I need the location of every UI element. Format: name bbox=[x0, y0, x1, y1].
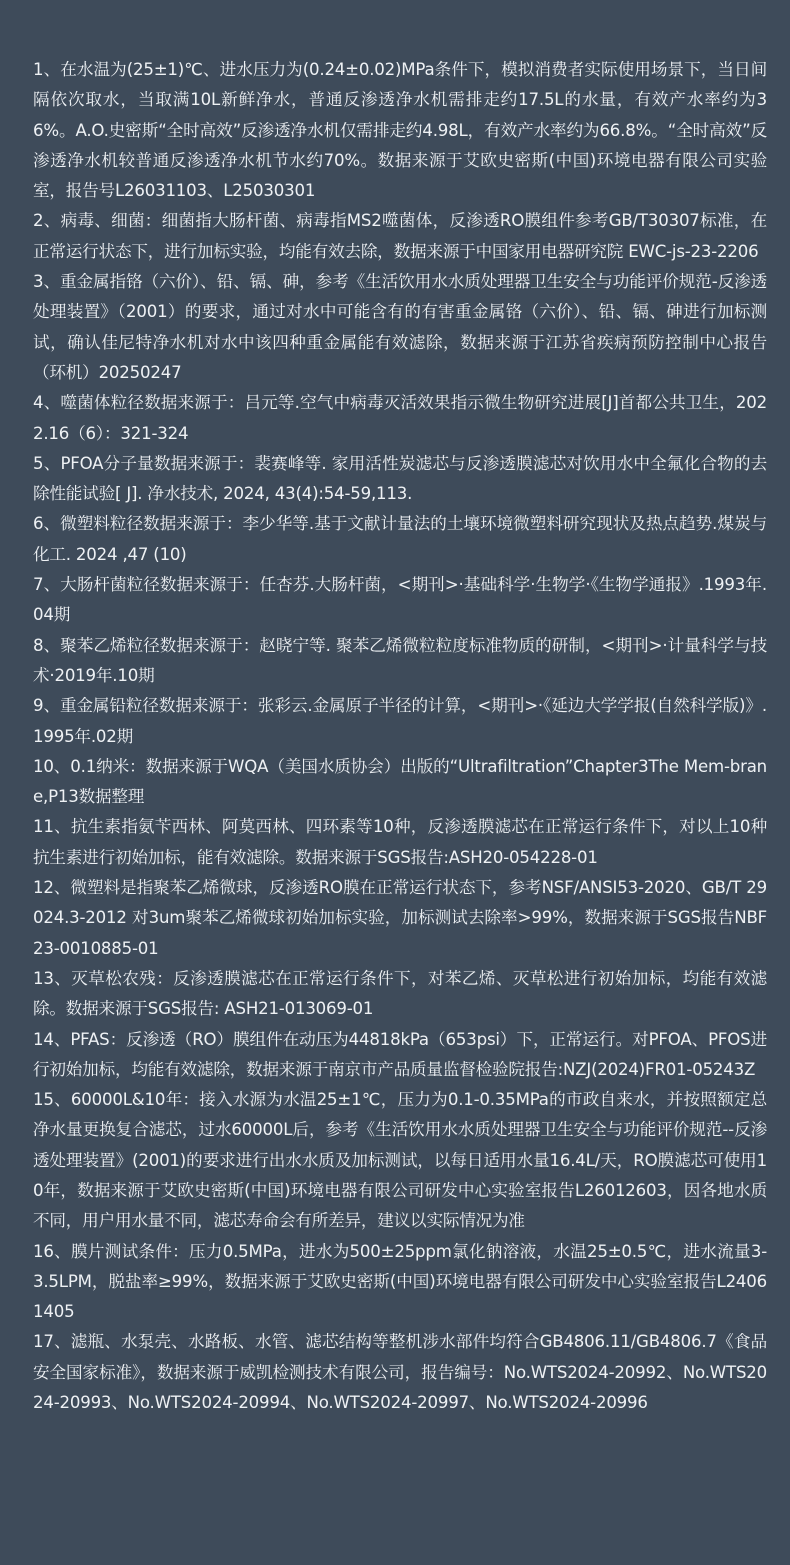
footnote-15: 15、60000L&10年：接入水源为水温25±1℃，压力为0.1-0.35MPa的市政自来水，并按照额定总净水量更换复合滤芯，过水60000L后，参考《生活饮用水水质处理器卫生安全与功能评价规范--反渗透处理装置》(2001)的要求进行出水水质及加标测试，以每日适用水量16.4L/天，RO膜滤芯可使用10年，数据来源于艾欧史密斯(中国)环境电器有限公司研发中心实验室报告L26012603，因各地水质不同，用户用水量不同，滤芯寿命会有所差异，建议以实际情况为准 bbox=[33, 1090, 767, 1231]
footnote-1: 1、在水温为(25±1)℃、进水压力为(0.24±0.02)MPa条件下，模拟消费者实际使用场景下，当日间隔依次取水，当取满10L新鲜净水，普通反渗透净水机需排走约17.5L的水量，有效产水率约为36%。A.O.史密斯“全时高效”反渗透净水机仅需排走约4.98L，有效产水率约为66.8%。“全时高效”反渗透净水机较普通反渗透净水机节水约70%。数据来源于艾欧史密斯(中国)环境电器有限公司实验室，报告号L26031103、L25030301 bbox=[33, 60, 767, 201]
footnote-13: 13、灭草松农残：反渗透膜滤芯在正常运行条件下，对苯乙烯、灭草松进行初始加标，均能有效滤除。数据来源于SGS报告: ASH21-013069-01 bbox=[33, 968, 767, 1019]
footnote-14: 14、PFAS：反渗透（RO）膜组件在动压为44818kPa（653psi）下，正常运行。对PFOA、PFOS进行初始加标，均能有效滤除，数据来源于南京市产品质量监督检验院报告:NZJ(2024)FR01-05243Z bbox=[33, 1029, 767, 1079]
footnote-17: 17、滤瓶、水泵壳、水路板、水管、滤芯结构等整机涉水部件均符合GB4806.11/GB4806.7《食品安全国家标准》，数据来源于威凯检测技术有限公司，报告编号：No.WTS2024-20992、No.WTS2024-20993、No.WTS2024-20994、No.WTS2024-20997、No.WTS2024-20996 bbox=[33, 1332, 767, 1413]
footnote-10: 10、0.1纳米：数据来源于WQA（美国水质协会）出版的“Ultrafiltration”Chapter3The Mem-brane,P13数据整理 bbox=[33, 756, 767, 807]
footnote-8: 8、聚苯乙烯粒径数据来源于：赵晓宁等. 聚苯乙烯微粒粒度标准物质的研制，<期刊>·计量科学与技术·2019年.10期 bbox=[33, 635, 767, 685]
footnotes-list bbox=[33, 55, 767, 1418]
footnote-5: 5、PFOA分子量数据来源于：裴赛峰等. 家用活性炭滤芯与反渗透膜滤芯对饮用水中全氟化合物的去除性能试验[ J]. 净水技术, 2024, 43(4):54-59,113. bbox=[33, 453, 767, 504]
footnote-9: 9、重金属铅粒径数据来源于：张彩云.金属原子半径的计算，<期刊>·《延边大学学报(自然科学版)》.1995年.02期 bbox=[33, 696, 767, 746]
footnote-4: 4、噬菌体粒径数据来源于：吕元等.空气中病毒灭活效果指示微生物研究进展[J]首都公共卫生，2022.16（6）：321-324 bbox=[33, 393, 767, 443]
footnote-6: 6、微塑料粒径数据来源于：李少华等.基于文献计量法的土壤环境微塑料研究现状及热点趋势.煤炭与化工. 2024 ,47 (10) bbox=[33, 514, 767, 564]
footnote-7: 7、大肠杆菌粒径数据来源于：任杏芬.大肠杆菌，<期刊>·基础科学·生物学·《生物学通报》.1993年.04期 bbox=[33, 575, 767, 625]
footnote-16: 16、膜片测试条件：压力0.5MPa，进水为500±25ppm氯化钠溶液，水温25±0.5℃，进水流量3-3.5LPM，脱盐率≥99%，数据来源于艾欧史密斯(中国)环境电器有限公司研发中心实验室报告L24061405 bbox=[33, 1241, 767, 1322]
footnote-12: 12、微塑料是指聚苯乙烯微球，反渗透RO膜在正常运行状态下，参考NSF/ANSI53-2020、GB/T 29024.3-2012 对3um聚苯乙烯微球初始加标实验，加标测试去除率>99%，数据来源于SGS报告NBF23-0010885-01 bbox=[33, 878, 767, 958]
footnote-11: 11、抗生素指氨苄西林、阿莫西林、四环素等10种，反渗透膜滤芯在正常运行条件下，对以上10种抗生素进行初始加标，能有效滤除。数据来源于SGS报告:ASH20-054228-01 bbox=[33, 817, 767, 867]
footnote-2: 2、病毒、细菌：细菌指大肠杆菌、病毒指MS2噬菌体，反渗透RO膜组件参考GB/T30307标准，在正常运行状态下，进行加标实验，均能有效去除，数据来源于中国家用电器研究院 EWC-js-23-2206 bbox=[33, 211, 767, 261]
footnote-3: 3、重金属指铬（六价）、铅、镉、砷，参考《生活饮用水水质处理器卫生安全与功能评价规范-反渗透处理装置》（2001）的要求，通过对水中可能含有的有害重金属铬（六价）、铅、镉、砷进行加标测试，确认佳尼特净水机对水中该四种重金属能有效滤除，数据来源于江苏省疾病预防控制中心报告（环机）20250247 bbox=[33, 272, 767, 382]
